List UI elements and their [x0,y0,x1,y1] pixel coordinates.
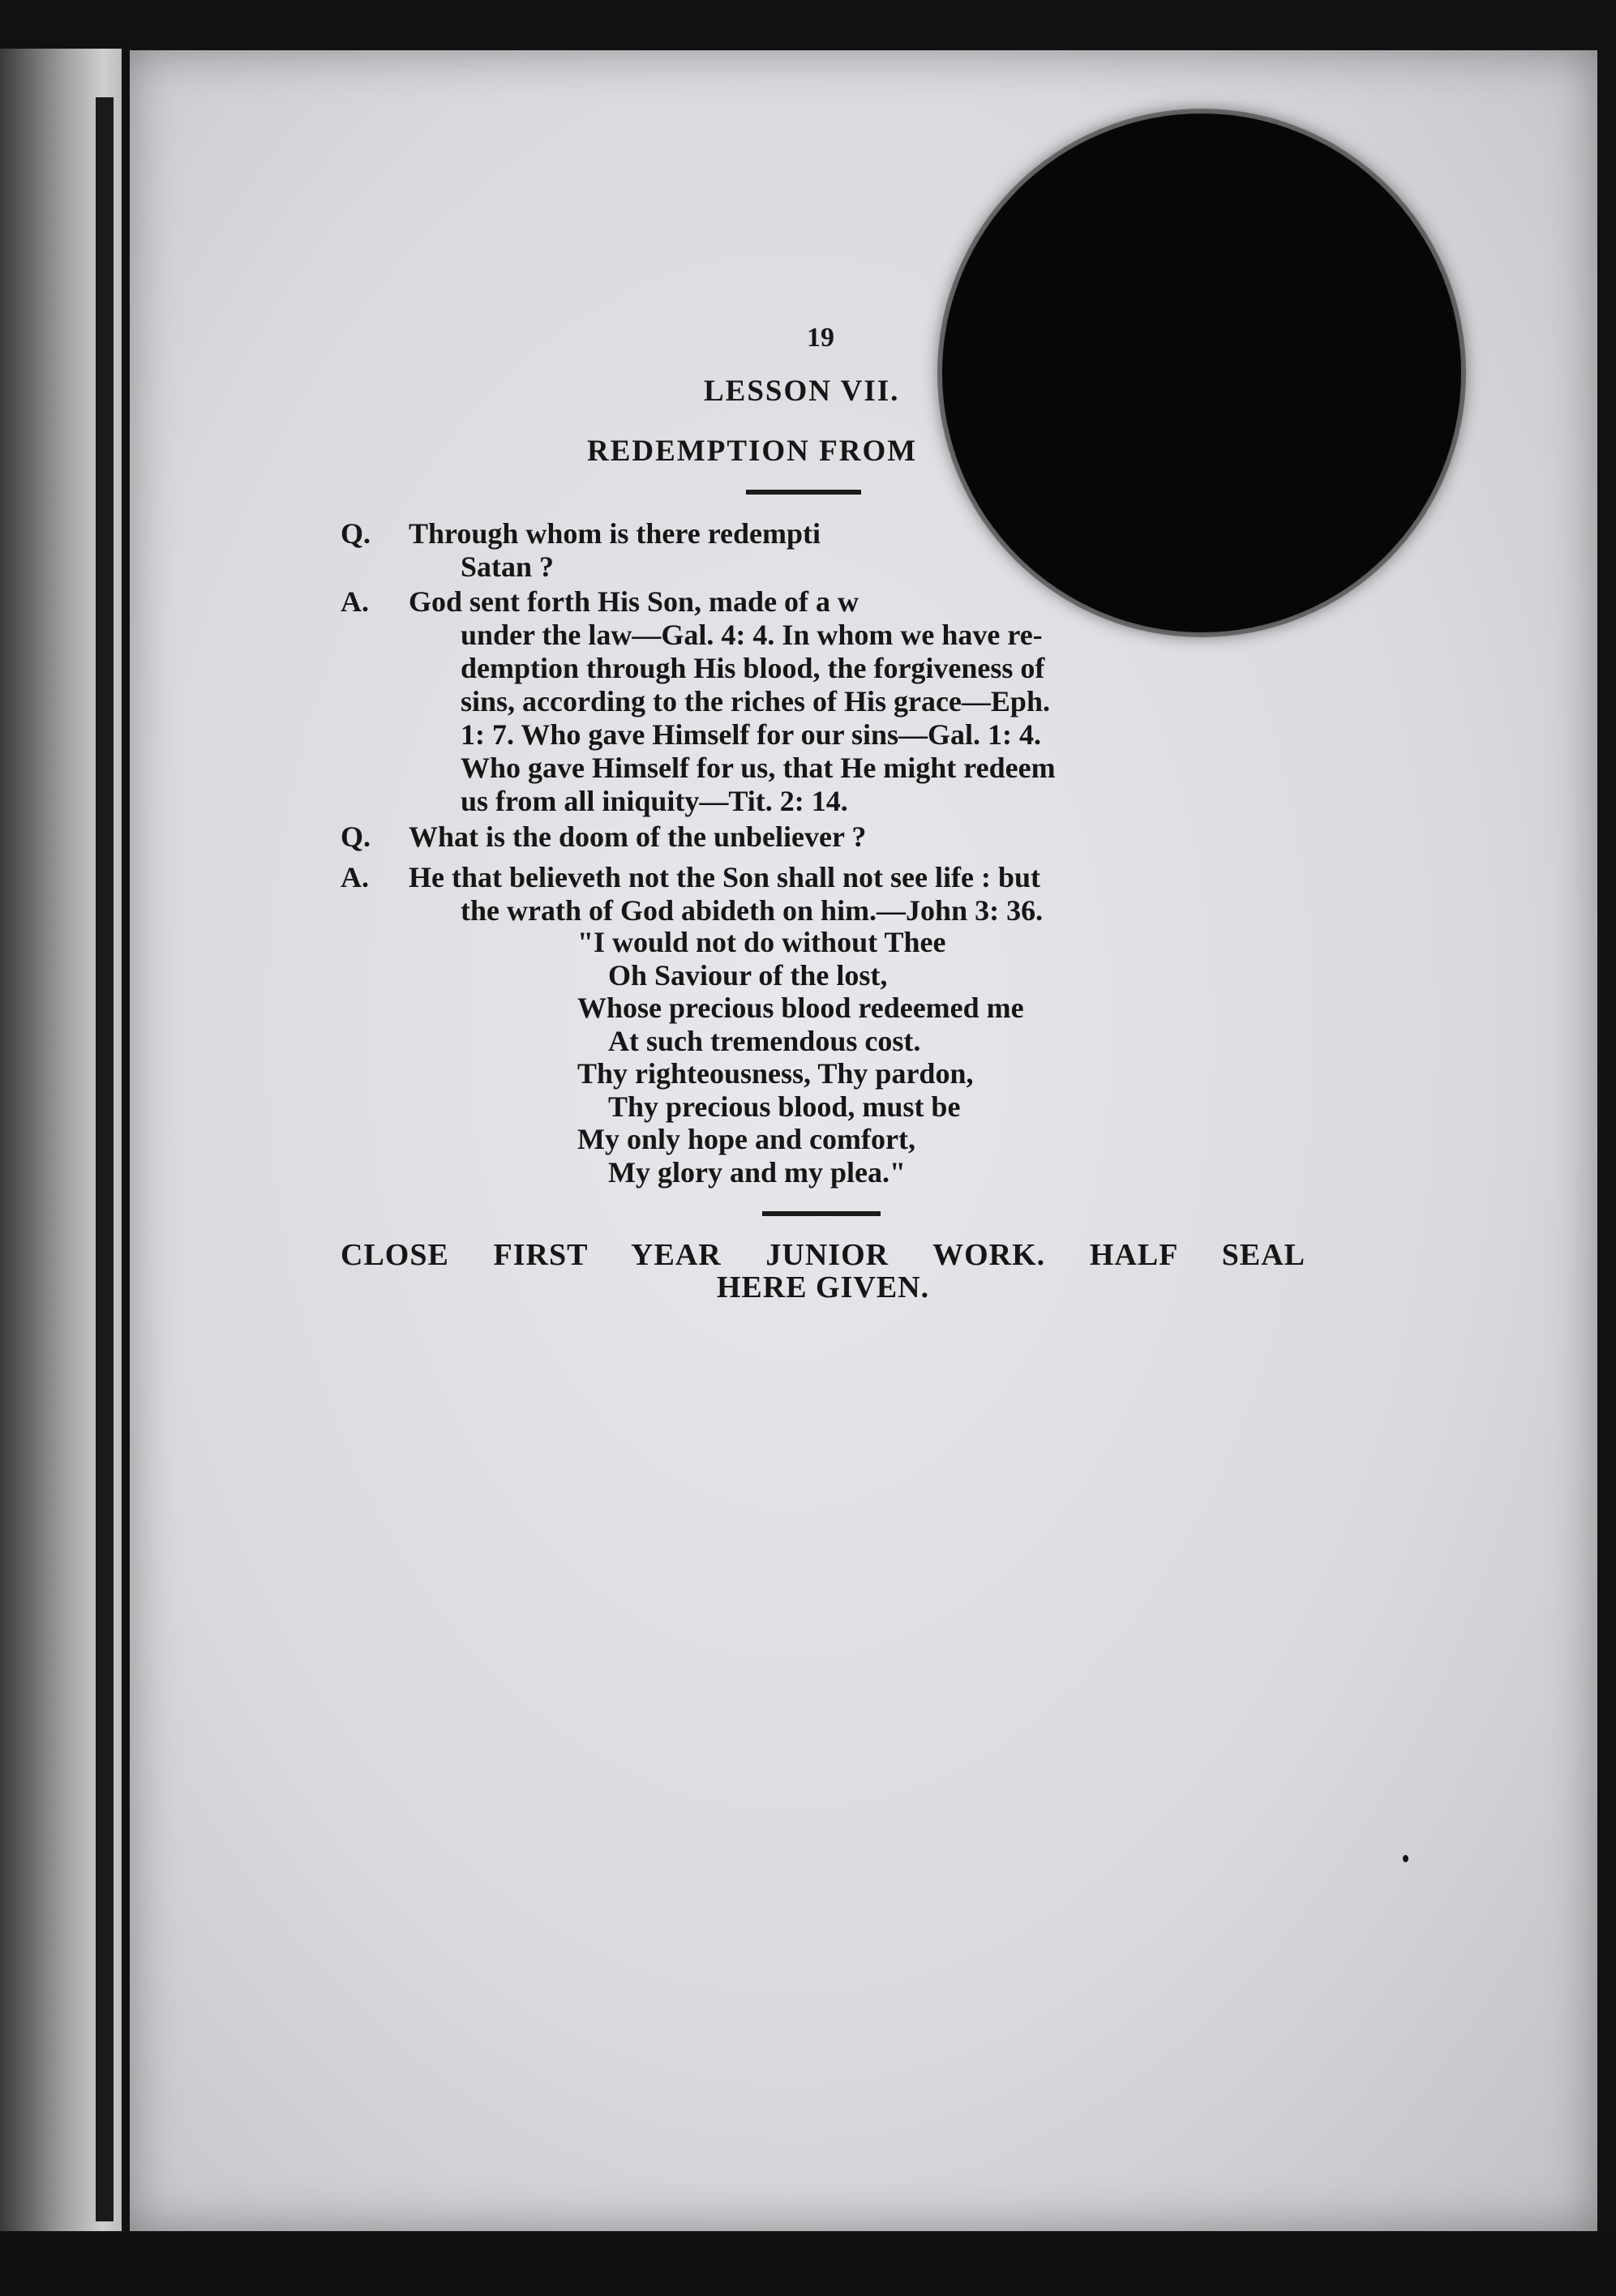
answer-text-line: 1: 7. Who gave Himself for our sins—Gal. 1: 4. [461,718,1042,751]
black-seal-blot [942,114,1461,632]
book-spine [96,97,114,2221]
answer-text-line: God sent forth His Son, made of a w [409,585,859,618]
divider-rule [746,490,861,495]
lesson-heading: LESSON VII. [704,375,900,408]
answer-text-line: Who gave Himself for us, that He might redeem [461,752,1056,784]
question-marker: Q. [341,517,371,550]
question-text-line: Satan ? [461,550,555,583]
verse-line: Whose precious blood redeemed me [577,992,1024,1024]
ink-speck [1403,1855,1408,1862]
question-text-line: What is the doom of the unbeliever ? [409,820,867,853]
verse-line: At such tremendous cost. [608,1024,921,1057]
answer-text-line: under the law—Gal. 4: 4. In whom we have re- [461,619,1043,651]
verse-line: My glory and my plea." [608,1155,906,1189]
closing-line: CLOSE FIRST YEAR JUNIOR WORK. HALF SEAL [341,1238,1305,1272]
verse-line: Oh Saviour of the lost, [608,958,888,992]
lesson-subtitle: REDEMPTION FROM [587,435,918,468]
answer-marker: A. [341,585,369,618]
closing-note [341,1239,1305,1304]
divider-rule [762,1211,881,1216]
question-text-line: Through whom is there redempti [409,517,821,550]
answer-marker: A. [341,861,369,893]
answer-2 [341,861,1305,927]
question-marker: Q. [341,820,371,853]
answer-text-line: the wrath of God abideth on him.—John 3: 36. [461,894,1044,927]
question-2 [341,820,1305,854]
answer-text-line: He that believeth not the Son shall not see life : but [409,861,1040,893]
answer-text-line: demption through His blood, the forgiveness of [461,652,1045,684]
verse-line: My only hope and comfort, [577,1123,915,1155]
closing-line: HERE GIVEN. [716,1270,930,1304]
hymn-verse [577,926,1024,1189]
verse-line: Thy precious blood, must be [608,1090,961,1123]
answer-text-line: us from all iniquity—Tit. 2: 14. [461,785,848,817]
verse-line: "I would not do without Thee [577,926,946,958]
answer-text-line: sins, according to the riches of His grace—Eph. [461,685,1050,718]
verse-line: Thy righteousness, Thy pardon, [577,1057,974,1090]
scan-bottom-border [0,2231,1616,2296]
page-number: 19 [807,323,834,353]
